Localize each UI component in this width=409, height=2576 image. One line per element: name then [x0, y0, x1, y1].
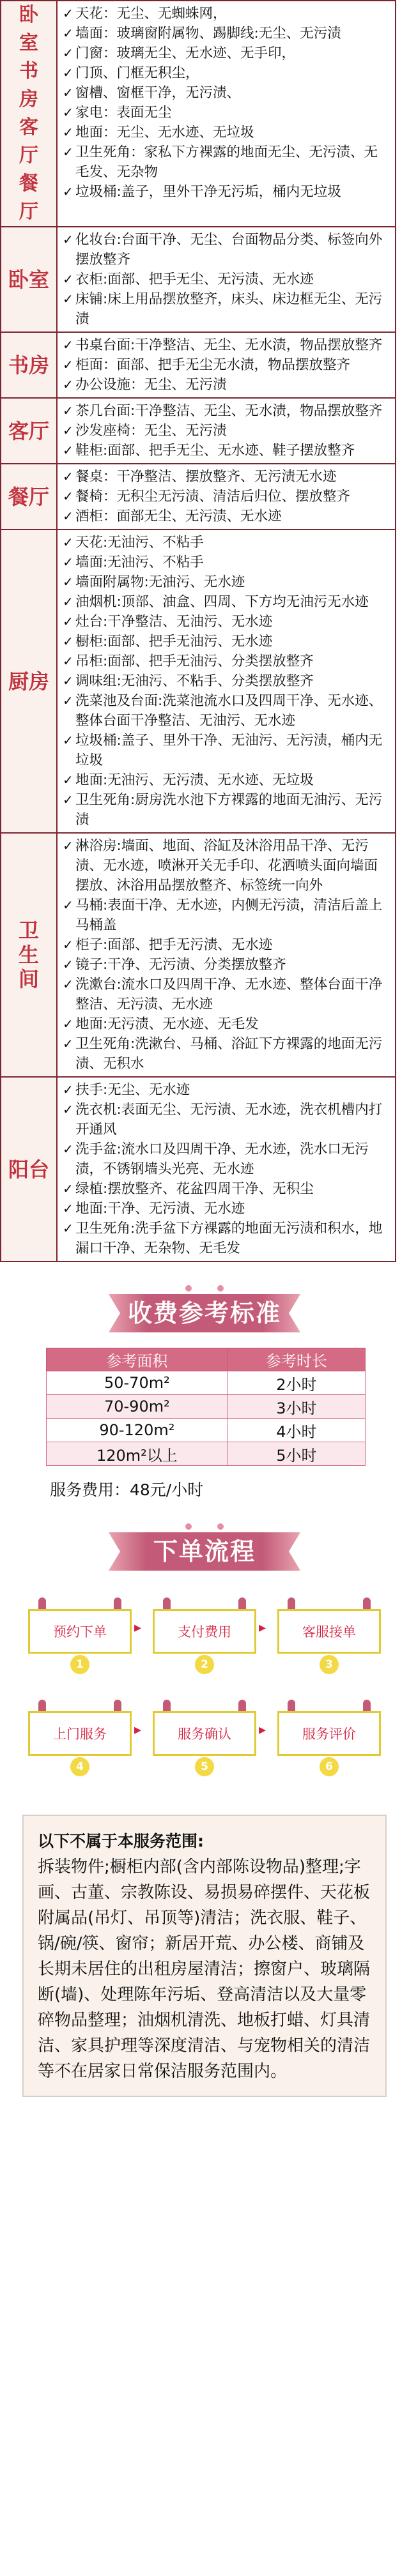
- area-cell: 50-70m²: [47, 1371, 228, 1395]
- checklist-item: ✓ 地面:无污渍、无水迹、无毛发: [63, 1014, 391, 1034]
- room-items: [58, 227, 395, 332]
- process-step: [26, 1700, 134, 1776]
- dot-decoration: [217, 1285, 224, 1292]
- process-title: 下单流程: [153, 1537, 256, 1566]
- checklist-item: ✓ 淋浴房:墙面、地面、浴缸及沐浴用品干净、无污渍、无水迹，喷淋开关无手印、花洒喷头面向墙面摆放、沐浴用品摆放整齐、标签统一向外: [63, 836, 391, 896]
- room-items: [58, 399, 395, 463]
- checklist-item: ✓ 餐椅：无积尘无污渍、清洁后归位、摆放整齐: [63, 487, 391, 507]
- step-label: 服务评价: [302, 1726, 356, 1742]
- step-label: 客服接单: [302, 1624, 356, 1640]
- checklist-item: ✓ 天花：无尘、无蜘蛛网，: [63, 4, 391, 24]
- arrow-right-icon: ▸: [134, 1722, 142, 1738]
- area-cell: 120m²以上: [47, 1442, 228, 1466]
- checklist-item: ✓ 墙面：玻璃窗附属物、踢脚线:无尘、无污渍: [63, 24, 391, 43]
- checklist-item: ✓ 墙面附属物:无油污、无水迹: [63, 572, 391, 592]
- arrow-right-icon: ▸: [134, 1620, 142, 1636]
- checklist-item: ✓ 地面:干净、无污渍、无水迹: [63, 1199, 391, 1219]
- checklist-item: ✓ 油烟机:顶部、油盒、四周、下方均无油污无水迹: [63, 592, 391, 612]
- checklist-item: ✓ 餐桌：干净整洁、摆放整齐、无污渍无水迹: [63, 467, 391, 487]
- checklist-row-balcony: [1, 1078, 395, 1261]
- step-number: 6: [320, 1757, 339, 1776]
- step-box: [277, 1711, 381, 1756]
- pricing-section-header: [109, 1285, 300, 1340]
- checklist-item: ✓ 茶几台面:干净整洁、无尘、无水渍，物品摆放整齐: [63, 401, 391, 421]
- table-row: [47, 1371, 366, 1395]
- step-box: [28, 1711, 132, 1756]
- arrow-right-icon: ▸: [259, 1722, 266, 1738]
- room-label: 厨房: [1, 530, 58, 832]
- checklist-item: ✓ 办公设施：无尘、无污渍: [63, 375, 391, 395]
- checklist-item: ✓ 绿植:摆放整齐、花盆四周干净、无积尘: [63, 1179, 391, 1199]
- duration-cell: 5小时: [228, 1442, 365, 1466]
- checklist-item: ✓ 吊柜:面部、把手无油污、分类摆放整齐: [63, 652, 391, 671]
- dot-decoration: [185, 1523, 192, 1530]
- process-step: [150, 1700, 259, 1776]
- dot-decoration: [217, 1523, 224, 1530]
- checklist-row-bedroom: [1, 227, 395, 333]
- area-cell: 70-90m²: [47, 1395, 228, 1419]
- pricing-header-duration: 参考时长: [228, 1348, 365, 1371]
- checklist-item: ✓ 洗漱台:流水口及四周干净、无水迹、整体台面干净整洁、无污渍、无水迹: [63, 975, 391, 1014]
- checklist-item: ✓ 柜子:面部、把手无污渍、无水迹: [63, 935, 391, 955]
- room-label: 卫生间: [1, 834, 58, 1076]
- process-steps: [26, 1585, 383, 1789]
- dot-decoration: [185, 1285, 192, 1292]
- checklist-item: ✓ 卫生死角:洗漱台、马桶、浴缸下方裸露的地面无污渍、无积水: [63, 1034, 391, 1074]
- checklist-row-study: [1, 333, 395, 399]
- room-items: [58, 333, 395, 397]
- checklist-item: ✓ 衣柜:面部、把手无尘、无污渍、无水迹: [63, 270, 391, 289]
- step-number: 3: [320, 1655, 339, 1674]
- service-fee: 服务费用：48元/小时: [50, 1481, 204, 1499]
- checklist-item: ✓ 垃圾桶:盖子、里外干净、无油污、无污渍，桶内无垃圾: [63, 731, 391, 770]
- checklist-item: ✓ 地面：无尘、无水迹、无垃圾: [63, 123, 391, 142]
- checklist-row-dining-room: [1, 464, 395, 530]
- checklist-item: ✓ 墙面:无油污、不粘手: [63, 553, 391, 572]
- duration-cell: 2小时: [228, 1371, 365, 1395]
- step-box: [153, 1711, 256, 1756]
- pricing-title: 收费参考标准: [127, 1299, 281, 1327]
- process-step: [275, 1597, 383, 1674]
- room-items: [58, 464, 395, 529]
- exclusions-heading: 以下不属于本服务范围:: [38, 1832, 204, 1850]
- checklist-item: ✓ 扶手:无尘、无水迹: [63, 1080, 391, 1100]
- room-label: 卧室: [1, 227, 58, 332]
- checklist-item: ✓ 洗衣机:表面无尘、无污渍、无水迹，洗衣机槽内打开通风: [63, 1100, 391, 1139]
- checklist-item: ✓ 门顶、门框无积尘，: [63, 63, 391, 83]
- checklist-item: ✓ 天花:无油污、不粘手: [63, 533, 391, 553]
- checklist-item: ✓ 洗手盆:流水口及四周干净、无水迹，洗水口无污渍，不锈钢墙头光亮、无水迹: [63, 1139, 391, 1179]
- checklist-row-bedroom-study-living-dining: [1, 1, 395, 227]
- cleaning-checklist-table: [0, 0, 396, 1262]
- checklist-row-bathroom: [1, 834, 395, 1078]
- table-row: [47, 1395, 366, 1419]
- checklist-item: ✓ 家电：表面无尘: [63, 103, 391, 123]
- step-label: 支付费用: [178, 1624, 231, 1640]
- checklist-item: ✓ 卫生死角：家私下方裸露的地面无尘、无污渍、无毛发、无杂物: [63, 142, 391, 182]
- duration-cell: 3小时: [228, 1395, 365, 1419]
- process-section-header: [109, 1523, 300, 1578]
- checklist-item: ✓ 卫生死角:洗手盆下方裸露的地面无污渍和积水，地漏口干净、无杂物、无毛发: [63, 1219, 391, 1258]
- room-label: 书房: [1, 333, 58, 397]
- checklist-item: ✓ 书桌台面:干净整洁、无尘、无水渍，物品摆放整齐: [63, 335, 391, 355]
- table-row: [47, 1419, 366, 1442]
- step-box: [153, 1609, 256, 1654]
- checklist-row-living-room: [1, 399, 395, 464]
- checklist-item: ✓ 鞋柜:面部、把手无尘、无水迹、鞋子摆放整齐: [63, 441, 391, 461]
- step-box: [277, 1609, 381, 1654]
- checklist-item: ✓ 洗菜池及台面:洗菜池流水口及四周干净、无水迹、整体台面干净整洁、无油污、无水迹: [63, 691, 391, 731]
- exclusions-box: [22, 1815, 387, 2097]
- process-step: [275, 1700, 383, 1776]
- checklist-row-kitchen: [1, 530, 395, 834]
- checklist-item: ✓ 橱柜:面部、把手无油污、无水迹: [63, 632, 391, 652]
- room-items: [58, 530, 395, 832]
- room-items: [58, 834, 395, 1076]
- room-label: 餐厅: [1, 464, 58, 529]
- checklist-item: ✓ 门窗：玻璃无尘、无水迹、无手印，: [63, 43, 391, 63]
- checklist-item: ✓ 酒柜：面部无尘、无污渍、无水迹: [63, 507, 391, 526]
- process-step: [150, 1597, 259, 1674]
- arrow-right-icon: ▸: [259, 1620, 266, 1636]
- step-label: 预约下单: [53, 1624, 107, 1640]
- step-box: [28, 1609, 132, 1654]
- checklist-item: ✓ 垃圾桶:盖子，里外干净无污垢，桶内无垃圾: [63, 182, 391, 202]
- step-label: 服务确认: [178, 1726, 231, 1742]
- checklist-item: ✓ 镜子:干净、无污渍、分类摆放整齐: [63, 955, 391, 975]
- process-step: [26, 1597, 134, 1674]
- area-cell: 90-120m²: [47, 1419, 228, 1442]
- checklist-item: ✓ 窗槽、窗框干净，无污渍、: [63, 83, 391, 103]
- room-items: [58, 1, 395, 226]
- checklist-item: ✓ 卫生死角:厨房洗水池下方裸露的地面无油污、无污渍: [63, 790, 391, 830]
- checklist-item: ✓ 地面:无油污、无污渍、无水迹、无垃圾: [63, 770, 391, 790]
- step-number: 5: [195, 1757, 214, 1776]
- table-row: [47, 1442, 366, 1466]
- pricing-table: [46, 1348, 366, 1466]
- room-label: 客厅: [1, 399, 58, 463]
- duration-cell: 4小时: [228, 1419, 365, 1442]
- room-items: [58, 1078, 395, 1261]
- room-label: 卧室书房客厅餐厅: [1, 1, 58, 226]
- checklist-item: ✓ 沙发座椅：无尘、无污渍: [63, 421, 391, 441]
- step-number: 2: [195, 1655, 214, 1674]
- step-number: 4: [70, 1757, 89, 1776]
- checklist-item: ✓ 调味组:无油污、不粘手、分类摆放整齐: [63, 671, 391, 691]
- pricing-header-area: 参考面积: [47, 1348, 228, 1371]
- checklist-item: ✓ 灶台:干净整洁、无油污、无水迹: [63, 612, 391, 632]
- exclusions-body: 拆装物件;橱柜内部(含内部陈设物品)整理;字画、古董、宗教陈设、易损易碎摆件、天花板附属品(吊灯、吊顶等)清洁；洗衣服、鞋子、锅/碗/筷、窗帘；新居开荒、办公楼、商铺及长期未居住的出租房屋清洁；擦窗户、玻璃隔断(墙)、处理陈年污垢、登高清洁以及大量零碎物品整理；油烟机清洗、地板打蜡、灯具清洁、家具护理等深度清洁、与宠物相关的清洁等不在居家日常保洁服务范围内。: [38, 1857, 371, 2081]
- checklist-item: ✓ 化妆台:台面干净、无尘、台面物品分类、标签向外摆放整齐: [63, 230, 391, 270]
- room-label: 阳台: [1, 1078, 58, 1261]
- pricing-header-row: [47, 1348, 366, 1371]
- step-number: 1: [70, 1655, 89, 1674]
- step-label: 上门服务: [53, 1726, 107, 1742]
- checklist-item: ✓ 柜面：面部、把手无尘无水渍，物品摆放整齐: [63, 355, 391, 375]
- checklist-item: ✓ 床铺:床上用品摆放整齐，床头、床边框无尘、无污渍: [63, 289, 391, 329]
- checklist-item: ✓ 马桶:表面干净、无水迹，内侧无污渍，清洁后盖上马桶盖: [63, 896, 391, 935]
